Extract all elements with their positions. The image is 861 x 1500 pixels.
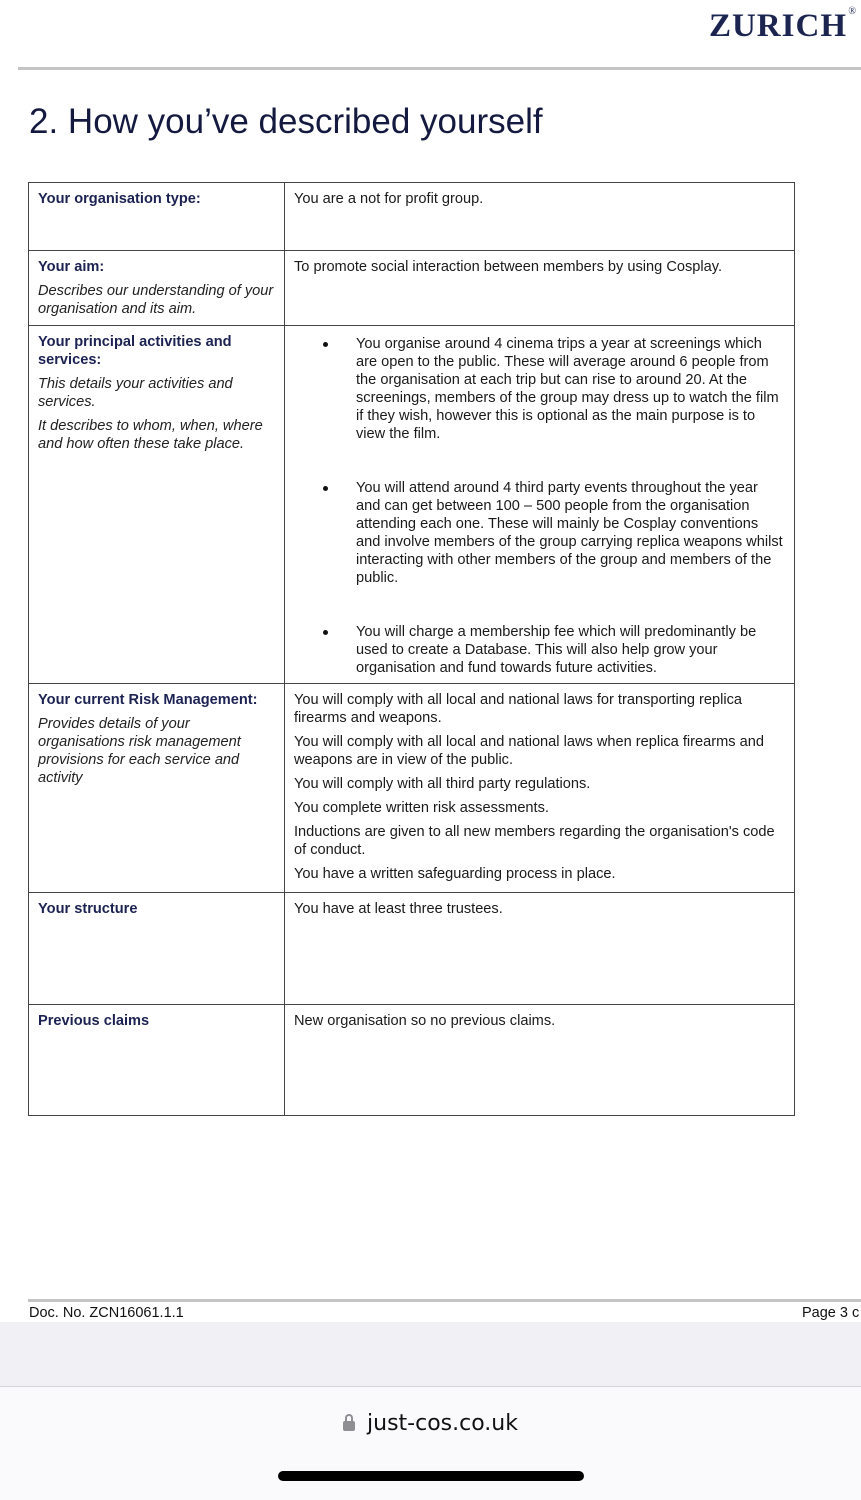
table-row-principal-activities [29, 326, 795, 684]
row-label: Your current Risk Management: [38, 692, 258, 708]
row-value: You will comply with all third party regulations. [294, 776, 591, 792]
value-cell [285, 684, 795, 893]
row-value: You have a written safeguarding process in place. [294, 866, 616, 882]
row-description: Provides details of your organisations risk management provisions for each service and activity [38, 716, 241, 786]
page-title: 2. How you’ve described yourself [29, 102, 543, 141]
list-item-text: You will attend around 4 third party events throughout the year and can get between 100 – 500 people from the organisation attending each one. These will mainly be Cosplay conventions and involve members of the group carrying replica weapons whilst interacting with other members of the group and members of the public. [356, 480, 783, 586]
row-label: Previous claims [38, 1013, 150, 1029]
label-cell [29, 1005, 285, 1116]
value-cell [285, 251, 795, 326]
bullet-icon [323, 342, 328, 347]
label-cell [29, 251, 285, 326]
bullet-icon [323, 486, 328, 491]
footer-divider [28, 1299, 861, 1302]
list-item [294, 479, 785, 587]
value-cell [285, 326, 795, 684]
bullet-icon [323, 630, 328, 635]
browser-address-bar[interactable] [0, 1387, 861, 1500]
activities-list [294, 335, 785, 677]
url-text: just-cos.co.uk [367, 1411, 518, 1436]
list-item-text: You organise around 4 cinema trips a year at screenings which are open to the public. These will average around 6 people from the organisation at each trip but can rise to around 20. At the screenings, members of the group may dress up to watch the film if they wish, however this is optional as the main purpose is to view the film. [356, 336, 779, 442]
row-description: It describes to whom, when, where and how often these take place. [38, 418, 263, 452]
viewer-background [0, 1322, 861, 1387]
header-divider [18, 67, 861, 70]
row-value: You complete written risk assessments. [294, 800, 549, 816]
list-item [294, 623, 785, 677]
row-value: To promote social interaction between members by using Cosplay. [294, 259, 723, 275]
label-cell [29, 893, 285, 1005]
row-value: New organisation so no previous claims. [294, 1013, 556, 1029]
table-row-previous-claims [29, 1005, 795, 1116]
list-item-text: You will charge a membership fee which will predominantly be used to create a Database. This will also help grow your organisation and fund towards future activities. [356, 624, 757, 676]
zurich-logo [708, 6, 857, 45]
row-label: Your organisation type: [38, 191, 201, 207]
value-cell [285, 1005, 795, 1116]
list-item [294, 335, 785, 443]
description-table [28, 182, 795, 1116]
url-display[interactable] [0, 1411, 861, 1436]
row-value: You will comply with all local and national laws when replica firearms and weapons are in view of the public. [294, 734, 764, 768]
lock-icon [343, 1421, 355, 1431]
table-row-risk-management [29, 684, 795, 893]
label-cell [29, 183, 285, 251]
page-number: Page 3 c [802, 1305, 860, 1321]
document-number: Doc. No. ZCN16061.1.1 [29, 1305, 184, 1321]
table-row-structure [29, 893, 795, 1005]
row-label: Your principal activities and services: [38, 334, 232, 368]
value-cell [285, 893, 795, 1005]
row-description: Describes our understanding of your organisation and its aim. [38, 283, 274, 317]
table-row-aim [29, 251, 795, 326]
row-label: Your structure [38, 901, 138, 917]
row-value: You have at least three trustees. [294, 901, 503, 917]
row-value: Inductions are given to all new members regarding the organisation's code of conduct. [294, 824, 775, 858]
row-description: This details your activities and services. [38, 376, 233, 410]
registered-mark: ® [848, 6, 857, 17]
value-cell [285, 183, 795, 251]
row-value: You will comply with all local and national laws for transporting replica firearms and weapons. [294, 692, 743, 726]
label-cell [29, 684, 285, 893]
table-row-organisation-type [29, 183, 795, 251]
home-indicator[interactable] [278, 1471, 584, 1481]
label-cell [29, 326, 285, 684]
row-label: Your aim: [38, 259, 105, 275]
brand-name: ZURICH [708, 8, 847, 44]
row-value: You are a not for profit group. [294, 191, 484, 207]
